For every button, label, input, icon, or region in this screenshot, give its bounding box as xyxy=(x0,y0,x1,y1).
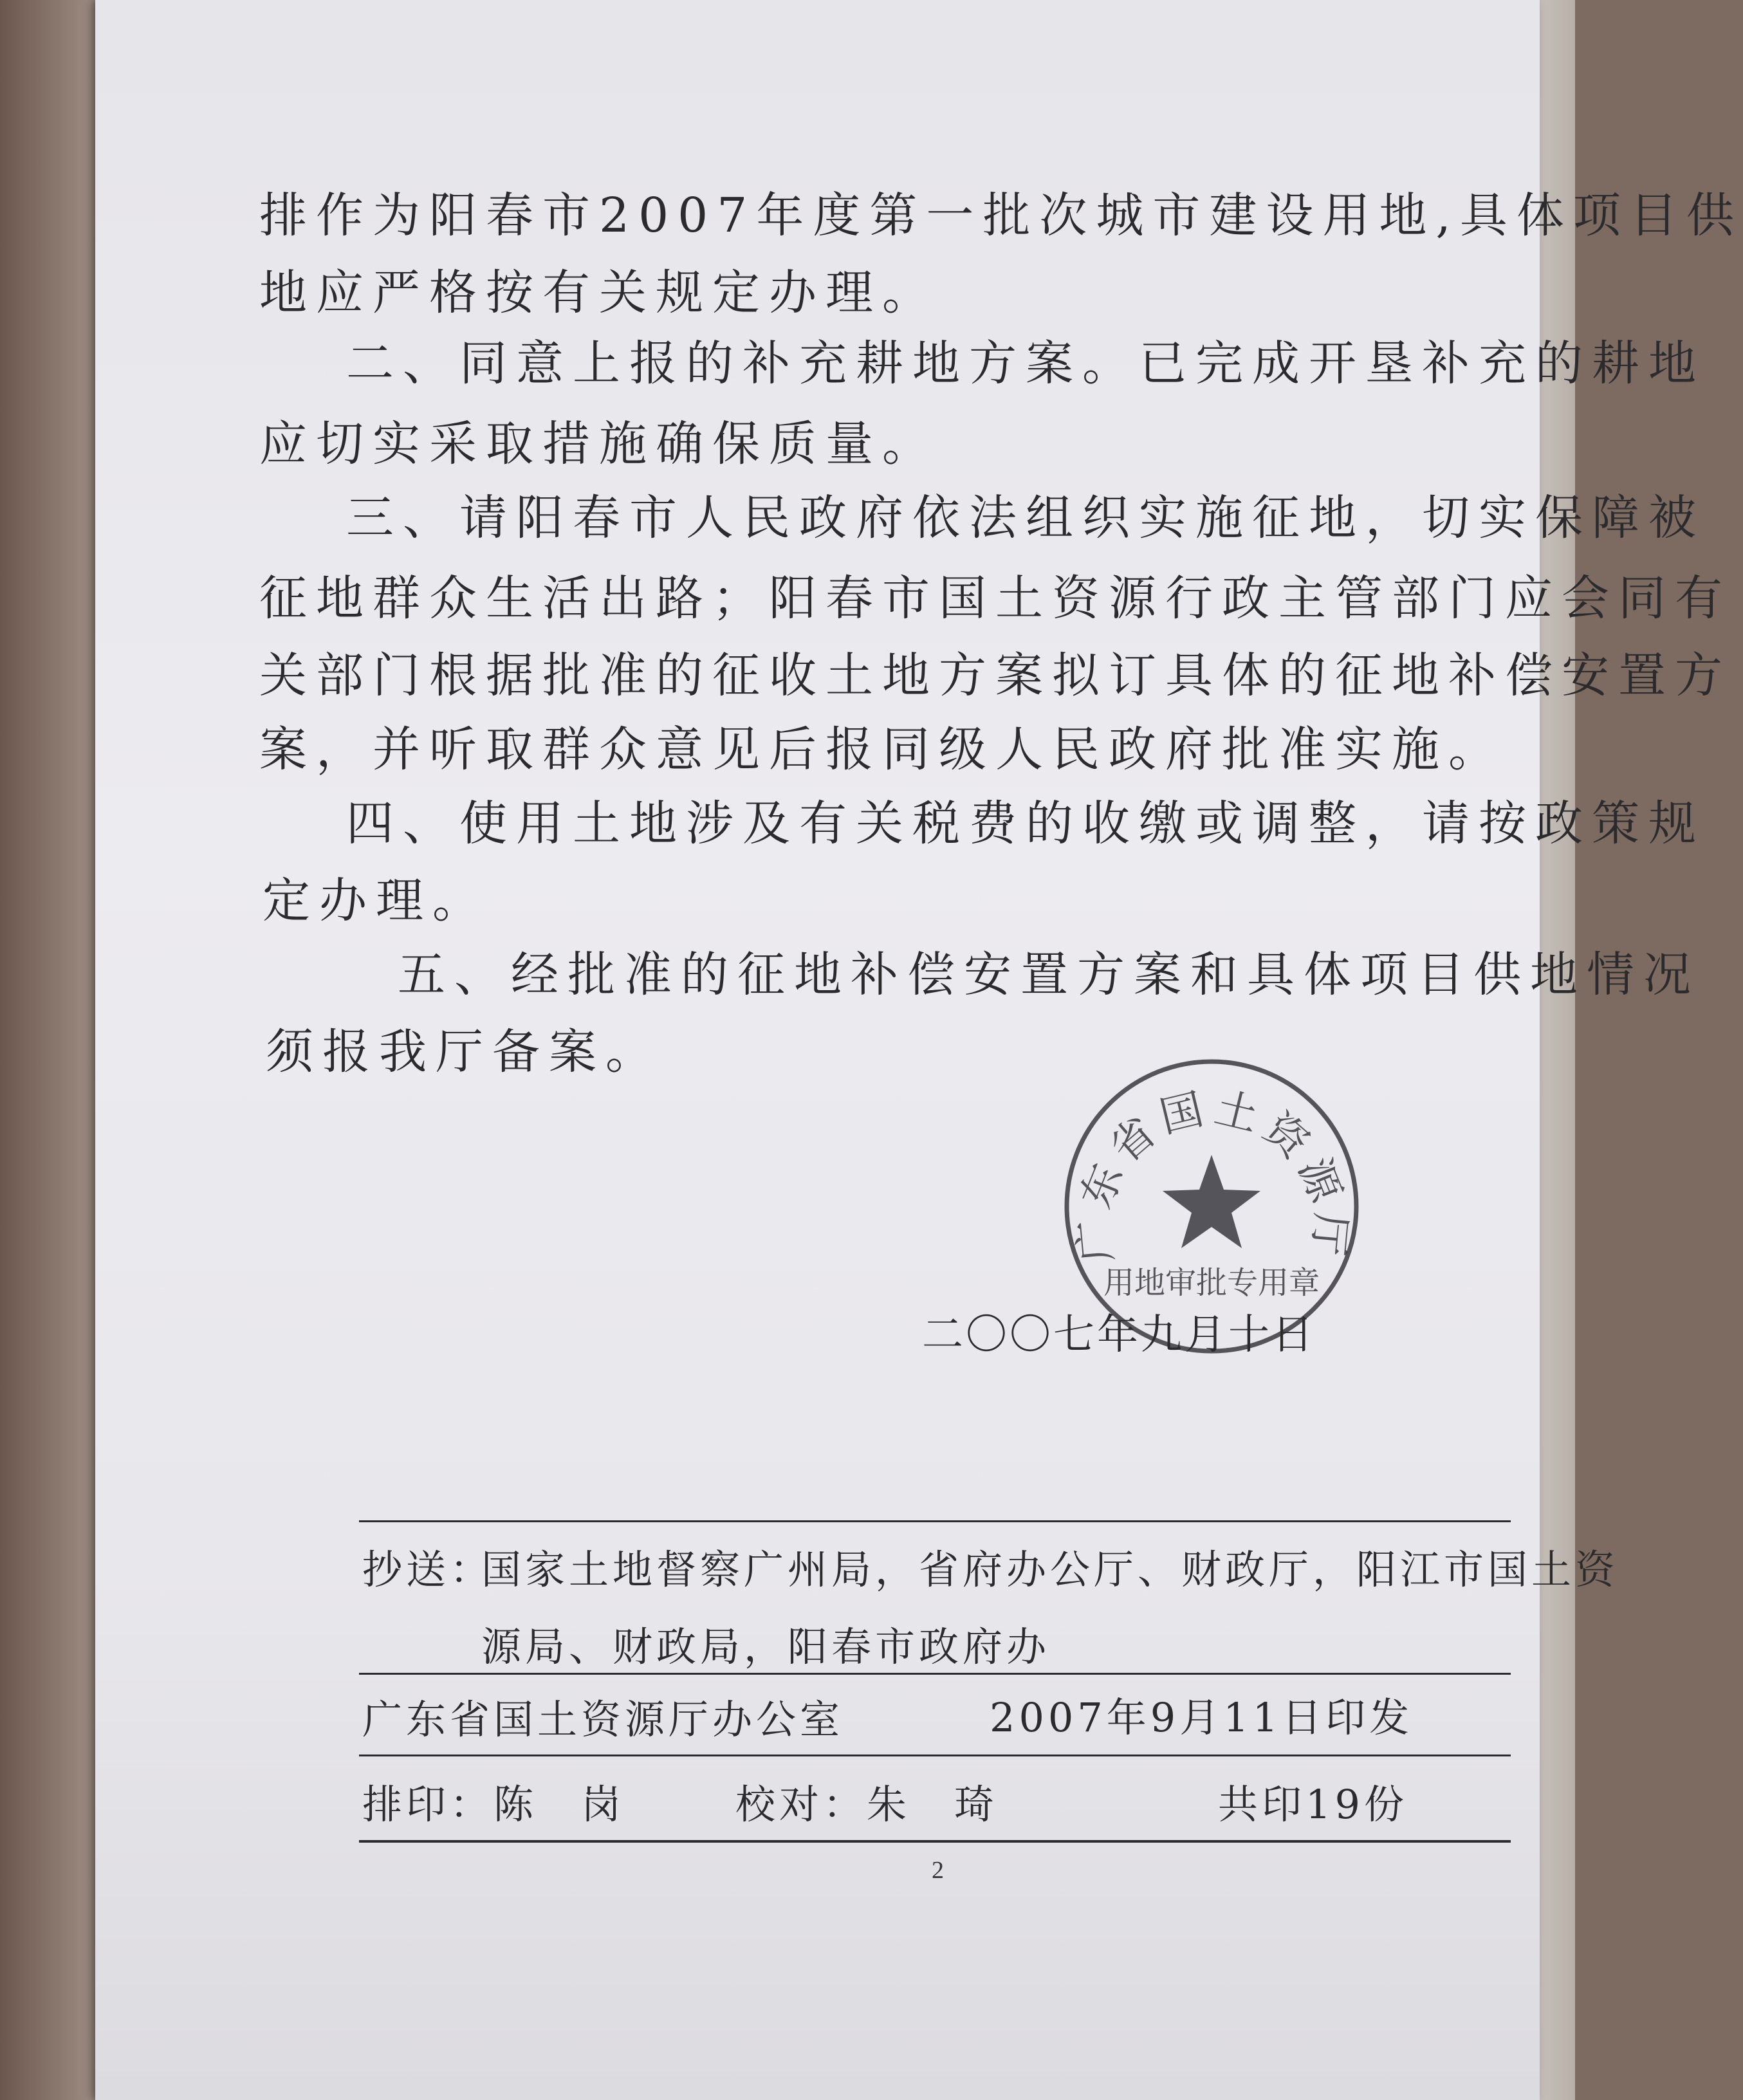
body-line: 定办理。 xyxy=(263,873,489,928)
body-line: 应切实采取措施确保质量。 xyxy=(259,416,939,472)
footer-rule-bottom xyxy=(359,1840,1511,1843)
body-line: 五、经批准的征地补偿安置方案和具体项目供地情况 xyxy=(398,947,1700,1002)
body-line: 案，并听取群众意见后报同级人民政府批准实施。 xyxy=(259,722,1505,777)
cc-recipients-line1: 国家土地督察广州局，省府办公厅、财政厅，阳江市国土资 xyxy=(481,1546,1619,1593)
footer-rule xyxy=(359,1755,1511,1756)
signing-date: 二〇〇七年九月十日 xyxy=(922,1311,1316,1359)
footer-rule xyxy=(359,1673,1511,1675)
issuing-office: 广东省国土资源厅办公室 xyxy=(362,1696,844,1743)
body-line: 二、同意上报的补充耕地方案。已完成开垦补充的耕地 xyxy=(346,336,1705,391)
body-line: 三、请阳春市人民政府依法组织实施征地，切实保障被 xyxy=(346,490,1705,546)
body-line: 四、使用土地涉及有关税费的收缴或调整，请按政策规 xyxy=(346,796,1705,851)
seal-star-icon xyxy=(1163,1155,1260,1248)
body-line: 排作为阳春市2007年度第一批次城市建设用地,具体项目供 xyxy=(259,188,1743,243)
body-line: 征地群众生活出路；阳春市国土资源行政主管部门应会同有 xyxy=(259,571,1731,626)
copy-count: 共印19份 xyxy=(1218,1781,1408,1828)
proofreader: 校对：朱 琦 xyxy=(735,1781,999,1828)
body-line: 须报我厅备案。 xyxy=(266,1024,662,1080)
issue-date: 2007年9月11日印发 xyxy=(990,1694,1414,1741)
seal-outer-text: 广东省国土资源厅 xyxy=(1068,1082,1356,1265)
body-line: 地应严格按有关规定办理。 xyxy=(259,265,939,320)
page-number: 2 xyxy=(932,1857,944,1884)
cc-recipients-line2: 源局、财政局，阳春市政府办 xyxy=(481,1623,1051,1670)
footer-rule-top xyxy=(359,1520,1511,1522)
body-line: 关部门根据批准的征收土地方案拟订具体的征地补偿安置方 xyxy=(259,648,1731,703)
typist: 排印：陈 岗 xyxy=(362,1781,625,1828)
cc-label: 抄送： xyxy=(362,1546,494,1593)
document-page xyxy=(95,0,1743,2100)
seal-inner-text: 用地审批专用章 xyxy=(1103,1265,1320,1301)
